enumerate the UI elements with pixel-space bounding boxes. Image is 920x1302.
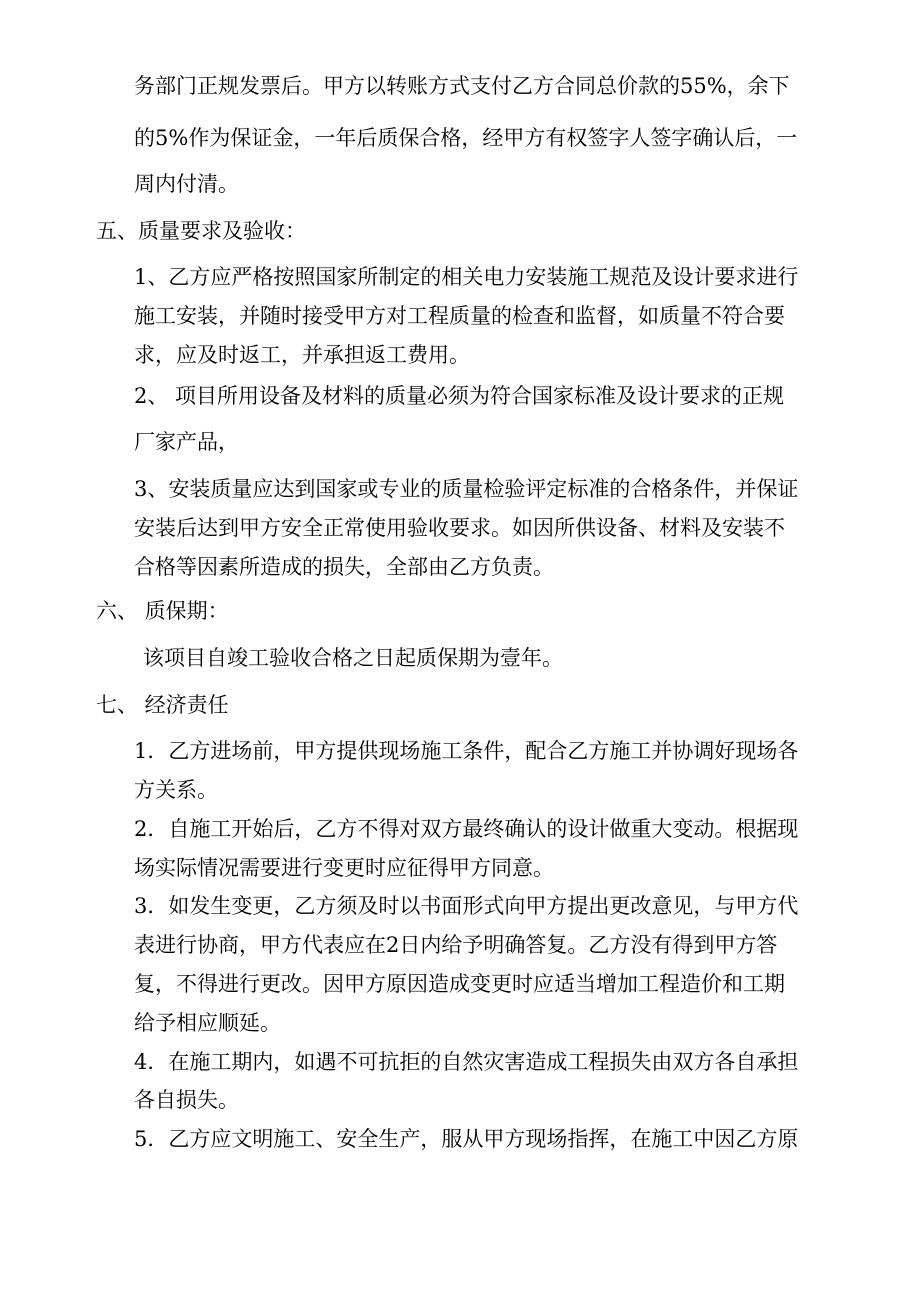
paragraph-line: 各自损失。 xyxy=(134,1088,239,1112)
paragraph-line: 求，应及时返工，并承担返工费用。 xyxy=(134,343,470,367)
paragraph-line: 4．在施工期内，如遇不可抗拒的自然灾害造成工程损失由双方各自承担 xyxy=(134,1050,799,1074)
paragraph-line: 施工安装，并随时接受甲方对工程质量的检查和监督，如质量不符合要 xyxy=(134,304,785,328)
section-heading-quality: 五、质量要求及验收： xyxy=(96,219,306,243)
paragraph-line: 方关系。 xyxy=(134,778,218,802)
paragraph-line: 的5%作为保证金，一年后质保合格，经甲方有权签字人签字确认后，一 xyxy=(134,126,798,150)
paragraph-line: 1、乙方应严格按照国家所制定的相关电力安装施工规范及设计要求进行 xyxy=(134,265,799,289)
paragraph-line: 安装后达到甲方安全正常使用验收要求。如因所供设备、材料及安装不 xyxy=(134,516,785,540)
paragraph-line: 场实际情况需要进行变更时应征得甲方同意。 xyxy=(134,856,554,880)
paragraph-line: 3、安装质量应达到国家或专业的质量检验评定标准的合格条件，并保证 xyxy=(134,477,799,501)
paragraph-line: 表进行协商，甲方代表应在2日内给予明确答复。乙方没有得到甲方答 xyxy=(134,933,778,957)
paragraph-line: 2．自施工开始后，乙方不得对双方最终确认的设计做重大变动。根据现 xyxy=(134,817,799,841)
paragraph-line: 3．如发生变更，乙方须及时以书面形式向甲方提出更改意见，与甲方代 xyxy=(134,894,799,918)
paragraph-line: 2、 项目所用设备及材料的质量必须为符合国家标准及设计要求的正规 xyxy=(134,384,785,408)
paragraph-line: 5．乙方应文明施工、安全生产，服从甲方现场指挥，在施工中因乙方原 xyxy=(134,1127,799,1151)
paragraph-line: 复，不得进行更改。因甲方原因造成变更时应适当增加工程造价和工期 xyxy=(134,972,785,996)
paragraph-line: 厂家产品， xyxy=(134,430,239,454)
paragraph-line: 1．乙方进场前，甲方提供现场施工条件，配合乙方施工并协调好现场各 xyxy=(134,739,799,763)
section-heading-liability: 七、 经济责任 xyxy=(96,693,229,717)
paragraph-line: 合格等因素所造成的损失，全部由乙方负责。 xyxy=(134,555,554,579)
paragraph-line: 该项目自竣工验收合格之日起质保期为壹年。 xyxy=(143,646,563,670)
section-heading-warranty: 六、 质保期： xyxy=(96,599,229,623)
paragraph-line: 给予相应顺延。 xyxy=(134,1011,281,1035)
paragraph-line: 周内付清。 xyxy=(134,172,239,196)
paragraph-line: 务部门正规发票后。甲方以转账方式支付乙方合同总价款的55%，余下 xyxy=(134,74,790,98)
